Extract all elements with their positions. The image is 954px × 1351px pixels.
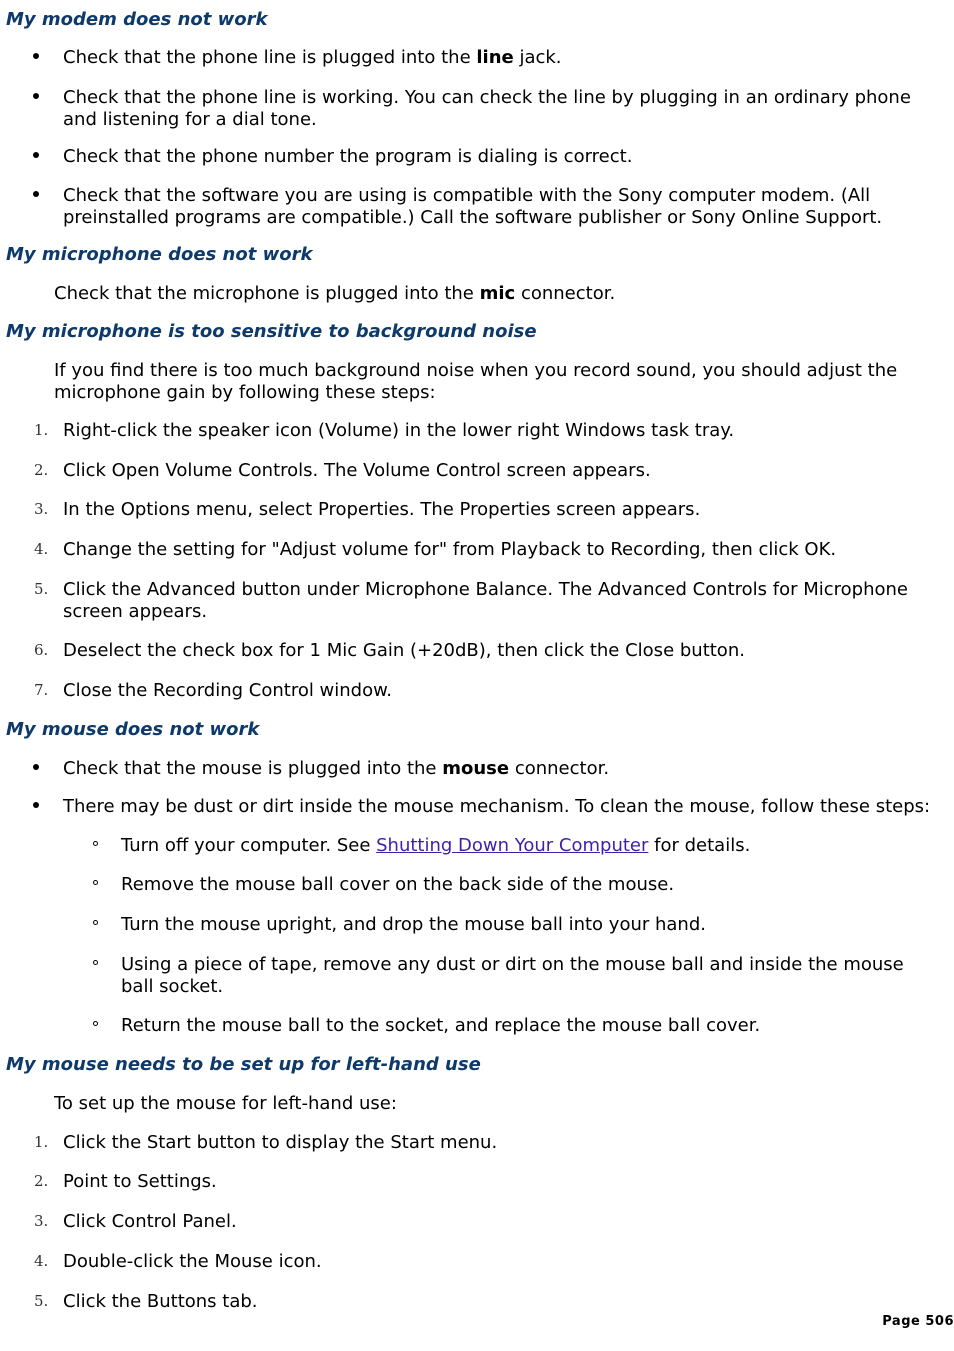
circle-bullet-icon bbox=[93, 880, 98, 885]
step-number: 4. bbox=[34, 1252, 49, 1270]
step-number: 5. bbox=[34, 580, 49, 598]
bullet-icon bbox=[33, 53, 39, 59]
shutting-down-link[interactable]: Shutting Down Your Computer bbox=[376, 835, 649, 856]
bullet-icon bbox=[33, 152, 39, 158]
step-number: 2. bbox=[34, 1172, 49, 1190]
page-number: Page 506 bbox=[882, 1314, 954, 1329]
step-number: 5. bbox=[34, 1292, 49, 1310]
step-number: 3. bbox=[34, 500, 49, 518]
step-number: 1. bbox=[34, 1133, 49, 1151]
section-heading-modem: My modem does not work bbox=[6, 9, 268, 30]
bullet-icon bbox=[33, 93, 39, 99]
step-number: 4. bbox=[34, 540, 49, 558]
bullet-icon bbox=[33, 191, 39, 197]
step-number: 2. bbox=[34, 461, 49, 479]
step-number: 1. bbox=[34, 421, 49, 439]
bullet-icon bbox=[33, 764, 39, 770]
section-heading-mic-noise: My microphone is too sensitive to background noise bbox=[6, 321, 537, 342]
step-number: 7. bbox=[34, 681, 49, 699]
step-number: 6. bbox=[34, 641, 49, 659]
section-heading-mouse: My mouse does not work bbox=[6, 719, 260, 740]
bullet-icon bbox=[33, 802, 39, 808]
paragraph: Check that the microphone is plugged into the mic connector. bbox=[54, 283, 616, 304]
section-heading-mic: My microphone does not work bbox=[6, 244, 313, 265]
section-heading-left-hand: My mouse needs to be set up for left-hand use bbox=[6, 1054, 481, 1075]
paragraph: If you find there is too much background noise when you record sound, you should adjust the microphone gain by following these steps: bbox=[54, 360, 898, 403]
circle-bullet-icon bbox=[93, 841, 98, 846]
circle-bullet-icon bbox=[93, 1021, 98, 1026]
circle-bullet-icon bbox=[93, 920, 98, 925]
paragraph: To set up the mouse for left-hand use: bbox=[54, 1093, 397, 1114]
circle-bullet-icon bbox=[93, 960, 98, 965]
step-number: 3. bbox=[34, 1212, 49, 1230]
